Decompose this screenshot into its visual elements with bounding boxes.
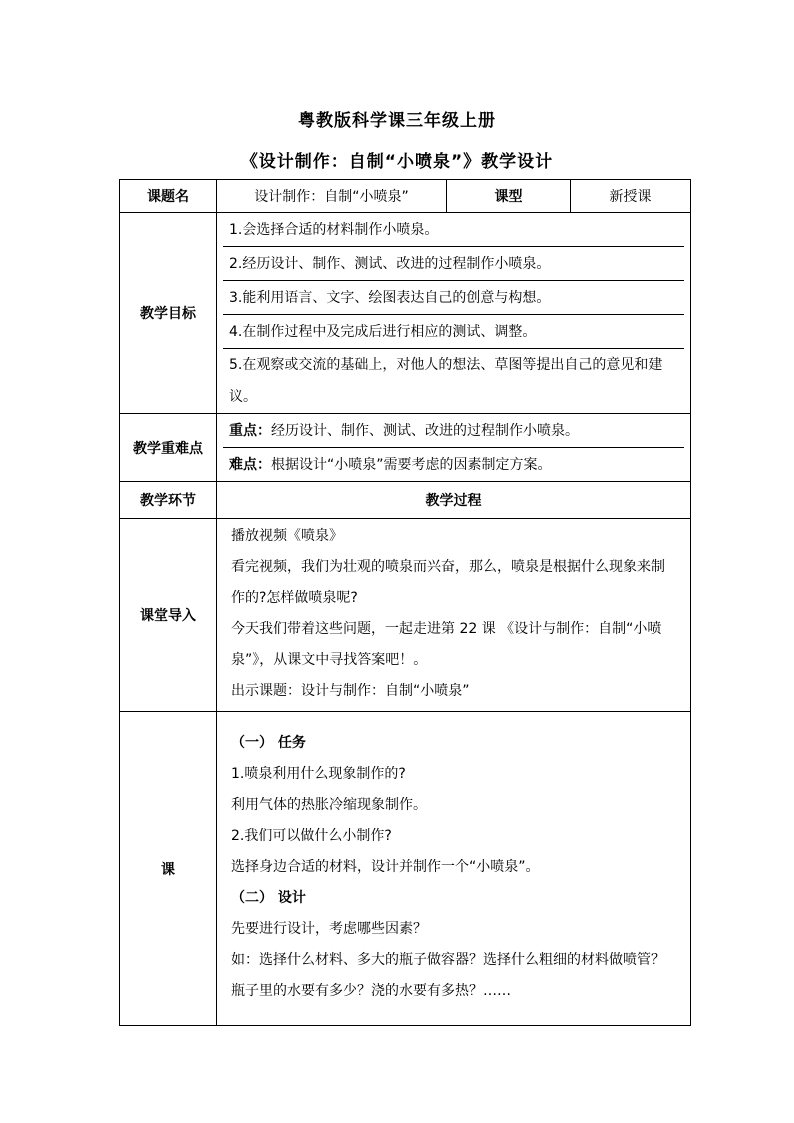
difficult-point-text: 根据设计“小喷泉”需要考虑的因素制定方案。 [271,456,552,473]
topic-label: 课题名 [120,180,217,213]
document-title: 粤教版科学课三年级上册 [298,111,496,131]
design-line: 先要进行设计，考虑哪些因素？ [231,921,427,937]
keypoints-label: 教学重难点 [120,414,217,482]
goal-item: 2.经历设计、制作、测试、改进的过程制作小喷泉。 [223,247,684,281]
design-line: 如：选择什么材料、多大的瓶子做容器？选择什么粗细的材料做喷管？瓶子里的水要有多少？浇的水要有多热？…… [231,952,665,999]
difficult-point [223,448,684,481]
lesson-label: 课 [120,712,217,1026]
goals-row [120,213,691,414]
lesson-row [120,712,691,1026]
task-line: 2.我们可以做什么小制作? [231,828,392,844]
key-point-label: 重点： [229,422,271,439]
goal-item: 4.在制作过程中及完成后进行相应的测试、调整。 [223,315,684,349]
document-subtitle: 《设计制作：自制“小喷泉”》教学设计 [240,152,554,172]
goal-item: 5.在观察或交流的基础上，对他人的想法、草图等提出自己的意见和建议。 [229,357,663,405]
difficult-point-label: 难点： [229,456,271,473]
intro-row [120,519,691,712]
keypoints-row [120,414,691,482]
section-header-row [120,482,691,519]
intro-label: 课堂导入 [120,519,217,712]
stage-header: 教学环节 [120,482,217,519]
intro-line: 看完视频，我们为壮观的喷泉而兴奋，那么，喷泉是根据什么现象来制作的?怎样做喷泉呢? [231,559,665,606]
topic-value: 设计制作：自制“小喷泉” [217,180,447,213]
goal-item: 1.会选择合适的材料制作小喷泉。 [223,213,684,247]
intro-line: 今天我们带着这些问题，一起走进第 22 课 《设计与制作：自制“小喷泉”》，从课文中寻找答案吧！。 [231,621,662,668]
key-point-text: 经历设计、制作、测试、改进的过程制作小喷泉。 [271,422,579,439]
lesson-plan-table [119,179,691,1026]
task-line: 利用气体的热胀冷缩现象制作。 [231,797,427,813]
topic-row [120,180,691,213]
lesson-type-value: 新授课 [571,180,691,213]
lesson-type-label: 课型 [447,180,571,213]
goals-list [217,213,691,414]
task-heading: （一） 任务 [231,735,306,751]
key-point [223,414,684,448]
intro-content [217,519,691,712]
task-line: 选择身边合适的材料，设计并制作一个“小喷泉”。 [231,859,540,875]
lesson-content [217,712,691,1026]
design-heading: （二） 设计 [231,890,306,906]
goals-label: 教学目标 [120,213,217,414]
keypoints-cell [217,414,691,482]
goal-item: 3.能利用语言、文字、绘图表达自己的创意与构想。 [223,281,684,315]
task-line: 1.喷泉利用什么现象制作的? [231,766,406,782]
intro-line: 播放视频《喷泉》 [231,528,343,544]
process-header: 教学过程 [217,482,691,519]
intro-line: 出示课题：设计与制作：自制“小喷泉” [231,683,470,699]
